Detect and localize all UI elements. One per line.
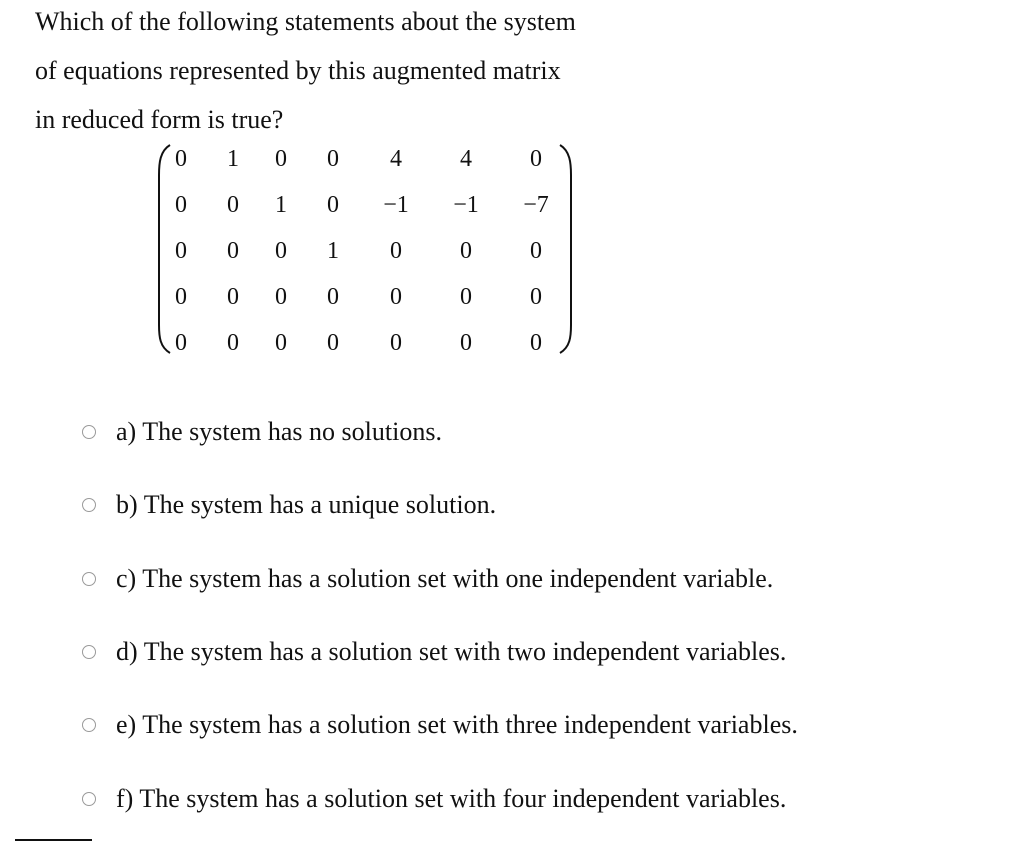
matrix-cell: 4 [390,146,402,172]
radio-button[interactable] [82,645,96,659]
option-label: c) The system has a solution set with one independent variable. [116,564,774,593]
matrix-cell: 0 [227,238,239,264]
radio-button[interactable] [82,792,96,806]
matrix-cell: 0 [327,192,339,218]
matrix-cell: 4 [460,146,472,172]
matrix-cell: 0 [175,330,187,356]
option-d[interactable] [82,632,786,672]
matrix-cell: −1 [383,192,409,218]
option-label: e) The system has a solution set with three independent variables. [116,710,798,739]
matrix-cell: 0 [275,284,287,310]
divider [15,839,92,841]
matrix-cell: 1 [327,238,339,264]
option-b[interactable] [82,485,496,525]
matrix-cell: 0 [275,330,287,356]
matrix-cell: −1 [453,192,479,218]
matrix-cell: 0 [275,238,287,264]
matrix-cell: 0 [390,238,402,264]
matrix-cell: 0 [327,330,339,356]
matrix-cell: 0 [327,146,339,172]
matrix-cell: 1 [275,192,287,218]
matrix-cell: 0 [390,330,402,356]
matrix-cell: 0 [530,330,542,356]
question-line: of equations represented by this augmented matrix [35,56,561,85]
right-bracket [560,145,571,353]
matrix-cell: 0 [530,284,542,310]
matrix-cell: 0 [460,284,472,310]
radio-button[interactable] [82,718,96,732]
matrix-cell: 0 [175,192,187,218]
matrix-cell: 0 [327,284,339,310]
matrix-cell: 0 [175,284,187,310]
option-label: f) The system has a solution set with four independent variables. [116,784,787,813]
radio-button[interactable] [82,498,96,512]
matrix-cell: 0 [227,192,239,218]
matrix-cell: 0 [275,146,287,172]
matrix-cell: 0 [460,238,472,264]
question-text [35,0,735,147]
radio-button[interactable] [82,572,96,586]
matrix-cell: 0 [227,284,239,310]
option-label: d) The system has a solution set with two independent variables. [116,637,787,666]
option-e[interactable] [82,705,798,745]
question-line: in reduced form is true? [35,105,284,134]
augmented-matrix [156,141,576,357]
matrix-cell: 0 [530,238,542,264]
matrix-cell: −7 [523,192,549,218]
matrix-cell: 0 [227,330,239,356]
radio-button[interactable] [82,425,96,439]
option-c[interactable] [82,559,773,599]
matrix-cell: 0 [175,146,187,172]
matrix-cell: 0 [175,238,187,264]
question-line: Which of the following statements about the system [35,7,576,36]
matrix-cell: 0 [460,330,472,356]
matrix-cell: 1 [227,146,239,172]
matrix-cell: 0 [530,146,542,172]
option-label: a) The system has no solutions. [116,417,442,446]
option-f[interactable] [82,779,786,819]
option-a[interactable] [82,412,442,452]
matrix-cell: 0 [390,284,402,310]
option-label: b) The system has a unique solution. [116,490,497,519]
